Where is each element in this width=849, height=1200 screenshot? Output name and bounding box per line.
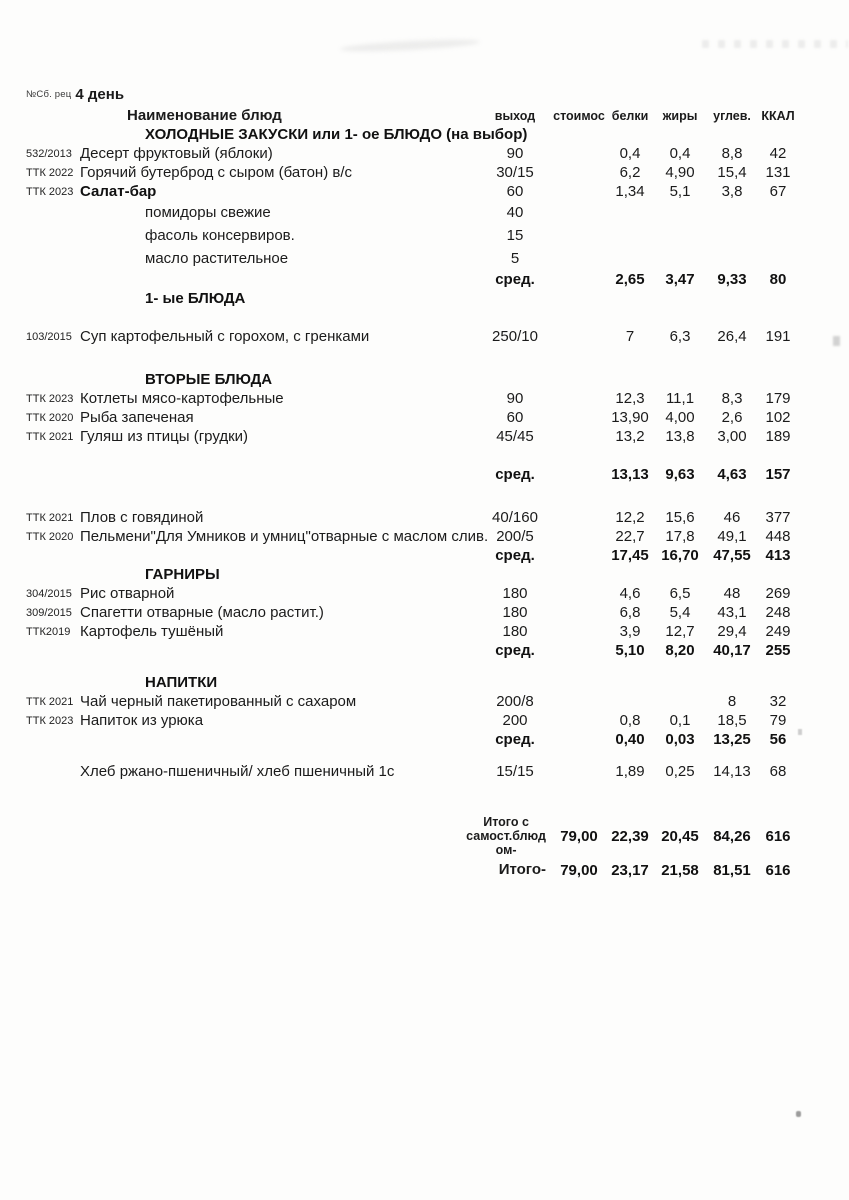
day-heading [26,84,826,104]
total-protein-value: 22,39 [611,827,649,845]
kcal-value: 255 [765,642,791,659]
carbs-value: 43,1 [717,604,747,621]
fat-value: 12,7 [665,623,695,640]
average-row [26,641,826,660]
dish-row [26,427,826,446]
total-cost-value: 79,00 [560,861,598,879]
section-row [26,289,826,308]
portion-value: 60 [506,409,524,426]
protein-value: 12,2 [615,509,645,526]
dish-name: Рис отварной [80,585,175,602]
total-cost-value: 79,00 [560,827,598,845]
fat-value: 0,1 [669,712,691,729]
carbs-value: 2,6 [721,409,743,426]
protein-value: 6,2 [619,164,641,181]
kcal-value: 42 [769,145,787,162]
ingredient-name: фасоль консервиров. [145,227,295,244]
protein-value: 2,65 [615,271,645,288]
fat-value: 8,20 [665,642,695,659]
portion-value: 90 [506,145,524,162]
kcal-value: 68 [769,763,787,780]
dish-row [26,182,826,201]
dish-row [26,408,826,427]
protein-value: 22,7 [615,528,645,545]
protein-value: 6,8 [619,604,641,621]
fat-value: 5,4 [669,604,691,621]
column-header-protein: белки [611,108,649,123]
section-row [26,125,826,144]
row-spacer [26,446,826,465]
dish-code: ТТК 2020 [26,411,74,424]
fat-value: 16,70 [661,547,699,564]
kcal-value: 131 [765,164,791,181]
fat-value: 9,63 [665,466,695,483]
dish-name: Чай черный пакетированный с сахаром [80,693,357,710]
section-title: 1- ые БЛЮДА [145,290,246,307]
carbs-value: 46 [723,509,741,526]
day-number: 4 день [75,85,125,103]
dish-name: Салат-бар [80,183,157,200]
dish-name: Картофель тушёный [80,623,224,640]
kcal-value: 179 [765,390,791,407]
fat-value: 6,3 [669,328,691,345]
total-carbs-value: 81,51 [713,861,751,879]
total-fat-value: 21,58 [661,861,699,879]
avg-label: сред. [495,547,535,564]
section-row [26,565,826,584]
avg-label: сред. [495,731,535,748]
dish-row [26,762,826,781]
dish-name: Хлеб ржано-пшеничный/ хлеб пшеничный 1с [80,763,395,780]
carbs-value: 47,55 [713,547,751,564]
ingredient-name: масло растительное [145,250,289,267]
average-row [26,465,826,484]
carbs-value: 14,13 [713,763,751,780]
dish-code: 309/2015 [26,606,72,619]
protein-value: 13,13 [611,466,649,483]
protein-value: 13,2 [615,428,645,445]
portion-value: 15/15 [496,763,534,780]
portion-value: 180 [502,604,528,621]
dish-code: ТТК 2020 [26,530,74,543]
fat-value: 0,4 [669,145,691,162]
dish-row [26,622,826,641]
carbs-value: 18,5 [717,712,747,729]
column-header-cost: стоимос [553,108,605,123]
kcal-value: 67 [769,183,787,200]
ingredient-row [26,224,826,247]
protein-value: 13,90 [611,409,649,426]
fat-value: 6,5 [669,585,691,602]
total-label [26,815,550,857]
dish-code: 532/2013 [26,147,72,160]
kcal-value: 248 [765,604,791,621]
dish-name: Рыба запеченая [80,409,194,426]
column-header-carbs: углев. [713,108,751,123]
dish-name: Плов с говядиной [80,509,204,526]
column-header-name: Наименование блюд [127,107,282,124]
row-spacer [26,749,826,762]
portion-value: 90 [506,390,524,407]
fat-value: 13,8 [665,428,695,445]
dish-name: Пельмени"Для Умников и умниц"отварные с маслом слив. [80,528,489,545]
dish-name: Напиток из урюка [80,712,204,729]
total-kcal-value: 616 [765,827,791,845]
dish-code: ТТК 2023 [26,392,74,405]
dish-row [26,163,826,182]
scan-artifact [702,40,848,48]
table-header-row [26,106,826,125]
fat-value: 15,6 [665,509,695,526]
fat-value: 4,00 [665,409,695,426]
portion-value: 200/8 [496,693,534,710]
section-row [26,673,826,692]
portion-value: 200/5 [496,528,534,545]
portion-value: 45/45 [496,428,534,445]
dish-name: Суп картофельный с горохом, с гренками [80,328,370,345]
total-protein-value: 23,17 [611,861,649,879]
carbs-value: 4,63 [717,466,747,483]
scan-artifact [796,1111,801,1117]
dish-name: Котлеты мясо-картофельные [80,390,284,407]
row-spacer [26,484,826,508]
carbs-value: 8,8 [721,145,743,162]
fat-value: 17,8 [665,528,695,545]
carbs-value: 48 [723,585,741,602]
column-header-fat: жиры [662,108,698,123]
dish-code: ТТК 2021 [26,511,74,524]
dish-name: Гуляш из птицы (грудки) [80,428,249,445]
dish-row [26,603,826,622]
kcal-value: 80 [769,271,787,288]
dish-row [26,584,826,603]
dish-row [26,527,826,546]
dish-name: Десерт фруктовый (яблоки) [80,145,273,162]
section-title: ХОЛОДНЫЕ ЗАКУСКИ или 1- ое БЛЮДО (на выбор) [145,126,528,143]
protein-value: 5,10 [615,642,645,659]
protein-value: 0,8 [619,712,641,729]
portion-value: 180 [502,585,528,602]
total-label-lines [466,815,546,857]
portion-value: 5 [510,250,520,267]
fat-value: 0,03 [665,731,695,748]
carbs-value: 15,4 [717,164,747,181]
ingredient-row [26,201,826,224]
kcal-value: 191 [765,328,791,345]
total-label-line: Итого- [498,861,546,878]
fat-value: 4,90 [665,164,695,181]
protein-value: 0,40 [615,731,645,748]
total-label [26,862,550,878]
menu-table-body [26,125,826,881]
total-row [26,813,826,859]
portion-value: 15 [506,227,524,244]
kcal-value: 56 [769,731,787,748]
portion-value: 40 [506,204,524,221]
column-header-vyhod: выход [494,108,536,123]
carbs-value: 8 [727,693,737,710]
dish-row [26,327,826,346]
dish-code: ТТК2019 [26,625,71,638]
kcal-value: 448 [765,528,791,545]
portion-value: 40/160 [492,509,538,526]
column-header-kcal: ККАЛ [761,108,795,123]
total-label-line: самост.блюд [466,829,546,843]
ingredient-row [26,247,826,270]
kcal-value: 157 [765,466,791,483]
protein-value: 1,34 [615,183,645,200]
dish-code: 103/2015 [26,330,72,343]
carbs-value: 8,3 [721,390,743,407]
dish-row [26,508,826,527]
carbs-value: 40,17 [713,642,751,659]
total-carbs-value: 84,26 [713,827,751,845]
carbs-value: 26,4 [717,328,747,345]
carbs-value: 13,25 [713,731,751,748]
kcal-value: 102 [765,409,791,426]
section-title: ВТОРЫЕ БЛЮДА [145,371,273,388]
total-label-line: ом- [495,843,517,857]
recipe-ref-label: №Сб. рец [26,88,72,100]
portion-value: 30/15 [496,164,534,181]
carbs-value: 29,4 [717,623,747,640]
kcal-value: 249 [765,623,791,640]
dish-code: ТТК 2021 [26,430,74,443]
dish-code: ТТК 2023 [26,185,74,198]
kcal-value: 189 [765,428,791,445]
avg-label: сред. [495,271,535,288]
protein-value: 3,9 [619,623,641,640]
dish-row [26,389,826,408]
avg-label: сред. [495,466,535,483]
dish-code: 304/2015 [26,587,72,600]
dish-row [26,144,826,163]
total-fat-value: 20,45 [661,827,699,845]
ingredient-name: помидоры свежие [145,204,271,221]
protein-value: 17,45 [611,547,649,564]
row-spacer [26,660,826,673]
total-label-line: Итого с [483,815,529,829]
portion-value: 250/10 [492,328,538,345]
kcal-value: 377 [765,509,791,526]
average-row [26,270,826,289]
portion-value: 200 [502,712,528,729]
dish-row [26,692,826,711]
row-spacer [26,781,826,813]
dish-code: ТТК 2021 [26,695,74,708]
average-row [26,546,826,565]
fat-value: 3,47 [665,271,695,288]
protein-value: 4,6 [619,585,641,602]
row-spacer [26,308,826,327]
carbs-value: 9,33 [717,271,747,288]
kcal-value: 32 [769,693,787,710]
total-kcal-value: 616 [765,861,791,879]
dish-name: Горячий бутерброд с сыром (батон) в/с [80,164,353,181]
total-row [26,859,826,881]
section-title: НАПИТКИ [145,674,218,691]
fat-value: 11,1 [665,390,695,407]
menu-document [26,84,826,881]
fat-value: 5,1 [669,183,691,200]
fat-value: 0,25 [665,763,695,780]
row-spacer [26,346,826,370]
carbs-value: 49,1 [717,528,747,545]
avg-label: сред. [495,642,535,659]
kcal-value: 269 [765,585,791,602]
section-row [26,370,826,389]
section-title: ГАРНИРЫ [145,566,220,583]
dish-row [26,711,826,730]
kcal-value: 413 [765,547,791,564]
dish-name: Спагетти отварные (масло растит.) [80,604,324,621]
protein-value: 12,3 [615,390,645,407]
protein-value: 1,89 [615,763,645,780]
total-label-lines [499,862,546,878]
portion-value: 180 [502,623,528,640]
dish-code: ТТК 2023 [26,714,74,727]
carbs-value: 3,8 [721,183,743,200]
average-row [26,730,826,749]
protein-value: 7 [625,328,635,345]
dish-code: ТТК 2022 [26,166,74,179]
carbs-value: 3,00 [717,428,747,445]
kcal-value: 79 [769,712,787,729]
scan-artifact [340,37,480,53]
protein-value: 0,4 [619,145,641,162]
portion-value: 60 [506,183,524,200]
scan-artifact [833,336,840,346]
